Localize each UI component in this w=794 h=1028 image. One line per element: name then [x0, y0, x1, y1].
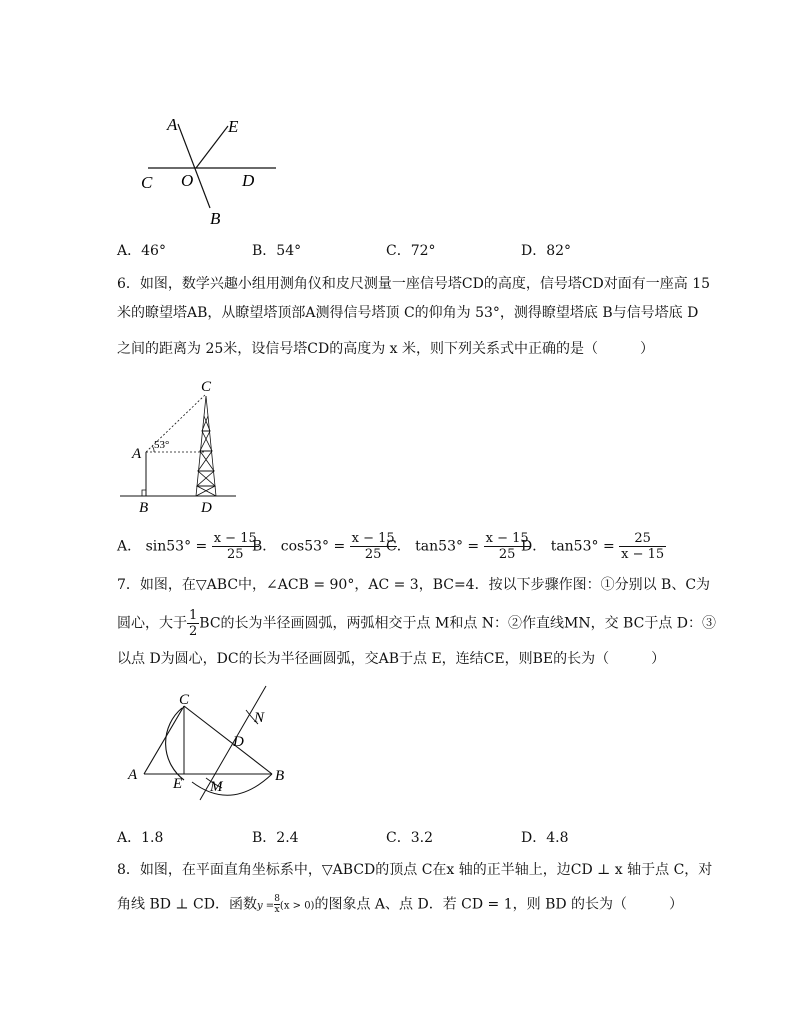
- fig1-label-o: O: [181, 171, 194, 190]
- q6-line-1: 6．如图，数学兴趣小组用测角仪和皮尺测量一座信号塔CD的高度，信号塔CD对面有一座高 15: [117, 276, 711, 292]
- q5-option-d[interactable]: D．82°: [521, 243, 572, 259]
- q5-option-c[interactable]: C．72°: [386, 243, 436, 259]
- q8-line-1: 8．如图，在平面直角坐标系中，▽ABCD的顶点 C在x 轴的正半轴上，边CD ⊥ x 轴于点 C，对: [117, 862, 713, 878]
- figure-triangle-construction: [122, 684, 294, 816]
- q7-option-b[interactable]: B．2.4: [252, 830, 299, 846]
- fig3-label-m: M: [210, 779, 223, 795]
- q6-option-b[interactable]: B． cos53° = $\frac{x - 15}{25}$: [252, 531, 395, 562]
- q7-line-3: 以点 D为圆心，DC的长为半径画圆弧，交AB于点 E，连结CE，则BE的长为（ ）: [117, 651, 666, 667]
- q7-line-2: 圆心，大于 $\frac{1}{2}$ BC的长为半径画圆弧，两弧相交于点 M和点 N：②作直线MN，交 BC于点 D：③: [117, 608, 716, 639]
- fraction-half: $\frac{1}{2}$: [189, 608, 198, 639]
- q6-option-a[interactable]: A． sin53° = $\frac{x - 15}{25}$: [117, 531, 257, 562]
- fraction: $\frac{x - 15}{25}$: [485, 531, 529, 562]
- q5-option-b[interactable]: B．54°: [252, 243, 302, 259]
- fig3-label-e: E: [173, 776, 183, 792]
- q8-line-2: 角线 BD ⊥ CD．函数y = $\frac{8}{x}(x > 0)$的图象点 A、点 D．若 CD = 1，则 BD 的长为（ ）: [117, 894, 684, 915]
- q6-line-3: 之间的距离为 25米，设信号塔CD的高度为 x 米，则下列关系式中正确的是（ ）: [117, 341, 654, 357]
- fig3-label-c: C: [179, 692, 190, 708]
- q6-option-d[interactable]: D． tan53° = $\frac{25}{x - 15}$: [521, 531, 665, 562]
- fig1-label-d: D: [242, 171, 255, 190]
- fig3-label-b: B: [275, 768, 285, 784]
- fig2-angle-label: 53°: [154, 439, 170, 451]
- q6-line-2: 米的瞭望塔AB，从瞭望塔顶部A测得信号塔顶 C的仰角为 53°，测得瞭望塔底 B与信号塔底 D: [117, 305, 699, 321]
- q7-option-d[interactable]: D．4.8: [521, 830, 569, 846]
- arc-b: [192, 774, 272, 795]
- fraction: $\frac{25}{x - 15}$: [621, 531, 665, 562]
- right-angle-mark: [142, 490, 146, 496]
- q5-option-a[interactable]: A．46°: [117, 243, 166, 259]
- line-oe: [196, 126, 228, 168]
- fig1-label-e: E: [228, 117, 239, 136]
- fig2-label-a: A: [132, 446, 142, 462]
- fig3-label-n: N: [254, 710, 265, 726]
- fig2-label-d: D: [201, 500, 212, 514]
- fig3-label-a: A: [128, 767, 138, 783]
- q7-line-1: 7．如图，在▽ABC中，∠ACB = 90°，AC = 3，BC=4．按以下步骤作图：①分别以 B、C为: [117, 577, 711, 593]
- signal-tower-cd: [196, 396, 216, 496]
- figure-tower: [116, 376, 242, 514]
- fraction: $\frac{x - 15}{25}$: [351, 531, 395, 562]
- fig3-label-d: D: [233, 734, 244, 750]
- arc-dc: [166, 708, 184, 780]
- fig2-label-c: C: [201, 379, 212, 395]
- q7-option-c[interactable]: C．3.2: [386, 830, 433, 846]
- fig1-label-c: C: [141, 173, 153, 192]
- fig1-label-a: A: [167, 115, 178, 134]
- fig2-label-b: B: [139, 500, 149, 514]
- fig1-label-b: B: [210, 209, 221, 228]
- line-ab: [178, 124, 210, 208]
- segment-ac: [144, 706, 184, 774]
- q7-option-a[interactable]: A．1.8: [117, 830, 164, 846]
- fraction-8-over-x: $\frac{8}{x}$: [274, 894, 280, 915]
- figure-angle-lines: [130, 108, 280, 230]
- fraction: $\frac{x - 15}{25}$: [213, 531, 257, 562]
- q6-option-c[interactable]: C． tan53° = $\frac{x - 15}{25}$: [386, 531, 529, 562]
